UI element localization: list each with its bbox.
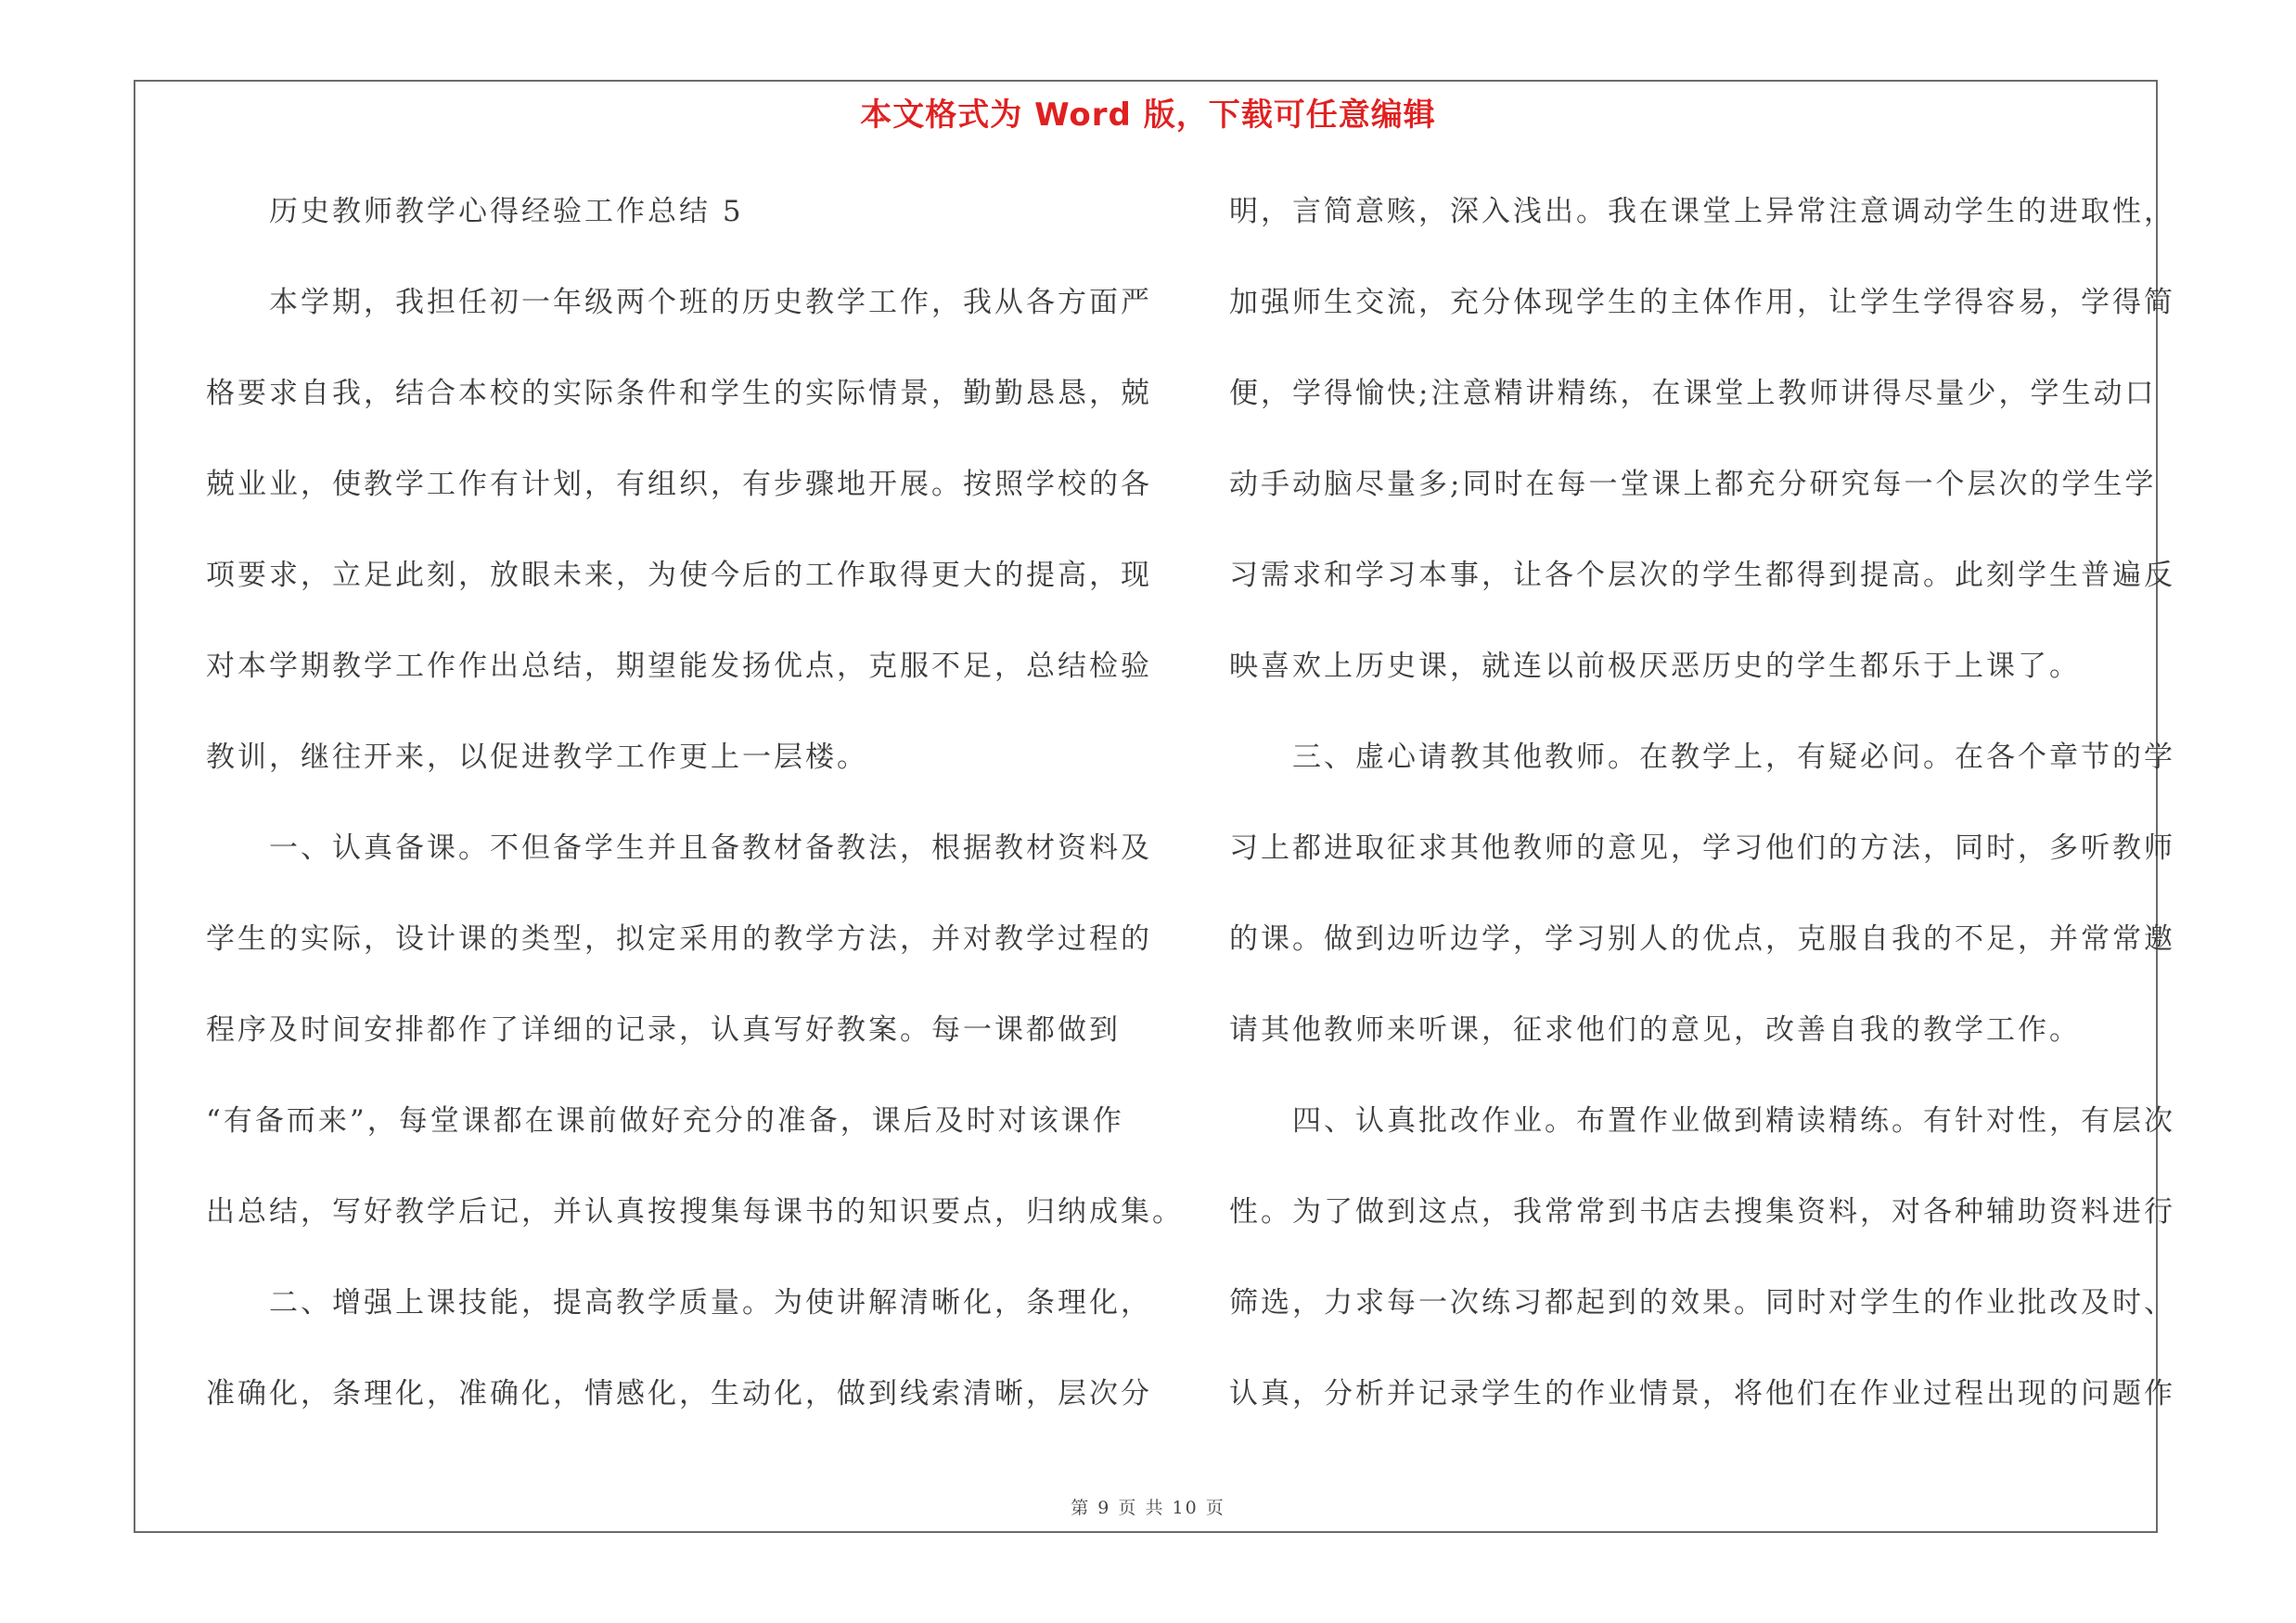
format-banner: 本文格式为 Word 版，下载可任意编辑 [860, 97, 1436, 134]
text-line: 四、认真批改作业。布置作业做到精读精练。有针对性，有层次 [1229, 1104, 2175, 1138]
text-line: 历史教师教学心得经验工作总结 5 [206, 195, 744, 228]
text-line: 学生的实际，设计课的类型，拟定采用的教学方法，并对教学过程的 [206, 922, 1152, 956]
text-line: 教训，继往开来，以促进教学工作更上一层楼。 [206, 741, 868, 774]
text-line: 格要求自我，结合本校的实际条件和学生的实际情景，勤勤恳恳，兢 [206, 377, 1152, 410]
text-line: 请其他教师来听课，征求他们的意见，改善自我的教学工作。 [1229, 1013, 2081, 1047]
text-line: 的课。做到边听边学，学习别人的优点，克服自我的不足，并常常邀 [1229, 922, 2175, 956]
text-line: 程序及时间安排都作了详细的记录，认真写好教案。每一课都做到 [206, 1013, 1121, 1047]
text-line: 本学期，我担任初一年级两个班的历史教学工作，我从各方面严 [206, 286, 1152, 319]
text-line: 兢业业，使教学工作有计划，有组织，有步骤地开展。按照学校的各 [206, 468, 1152, 501]
text-line: 便，学得愉快;注意精讲精练，在课堂上教师讲得尽量少，学生动口 [1229, 377, 2157, 410]
text-line: 出总结，写好教学后记，并认真按搜集每课书的知识要点，归纳成集。 [206, 1195, 1184, 1229]
page-number-footer: 第 9 页 共 10 页 [1071, 1498, 1225, 1518]
text-line: 映喜欢上历史课，就连以前极厌恶历史的学生都乐于上课了。 [1229, 650, 2081, 683]
text-line: 项要求，立足此刻，放眼未来，为使今后的工作取得更大的提高，现 [206, 559, 1152, 592]
right-column [1229, 187, 2175, 1461]
text-line: 认真，分析并记录学生的作业情景，将他们在作业过程出现的问题作 [1229, 1377, 2175, 1410]
left-column [206, 187, 1184, 1461]
text-line: 一、认真备课。不但备学生并且备教材备教法，根据教材资料及 [206, 831, 1152, 865]
text-line: 性。为了做到这点，我常常到书店去搜集资料，对各种辅助资料进行 [1229, 1195, 2175, 1229]
text-line: 加强师生交流，充分体现学生的主体作用，让学生学得容易，学得简 [1229, 286, 2175, 319]
text-line: 明，言简意赅，深入浅出。我在课堂上异常注意调动学生的进取性， [1229, 195, 2175, 228]
text-line: 习需求和学习本事，让各个层次的学生都得到提高。此刻学生普遍反 [1229, 559, 2175, 592]
text-line: 准确化，条理化，准确化，情感化，生动化，做到线索清晰，层次分 [206, 1377, 1152, 1410]
text-line: 习上都进取征求其他教师的意见，学习他们的方法，同时，多听教师 [1229, 831, 2175, 865]
text-line: 动手动脑尽量多;同时在每一堂课上都充分研究每一个层次的学生学 [1229, 468, 2157, 501]
text-line: 筛选，力求每一次练习都起到的效果。同时对学生的作业批改及时、 [1229, 1286, 2175, 1320]
text-line: 二、增强上课技能，提高教学质量。为使讲解清晰化，条理化， [206, 1286, 1152, 1320]
text-line: “有备而来”，每堂课都在课前做好充分的准备，课后及时对该课作 [206, 1104, 1124, 1138]
text-line: 三、虚心请教其他教师。在教学上，有疑必问。在各个章节的学 [1229, 741, 2175, 774]
text-line: 对本学期教学工作作出总结，期望能发扬优点，克服不足，总结检验 [206, 650, 1152, 683]
